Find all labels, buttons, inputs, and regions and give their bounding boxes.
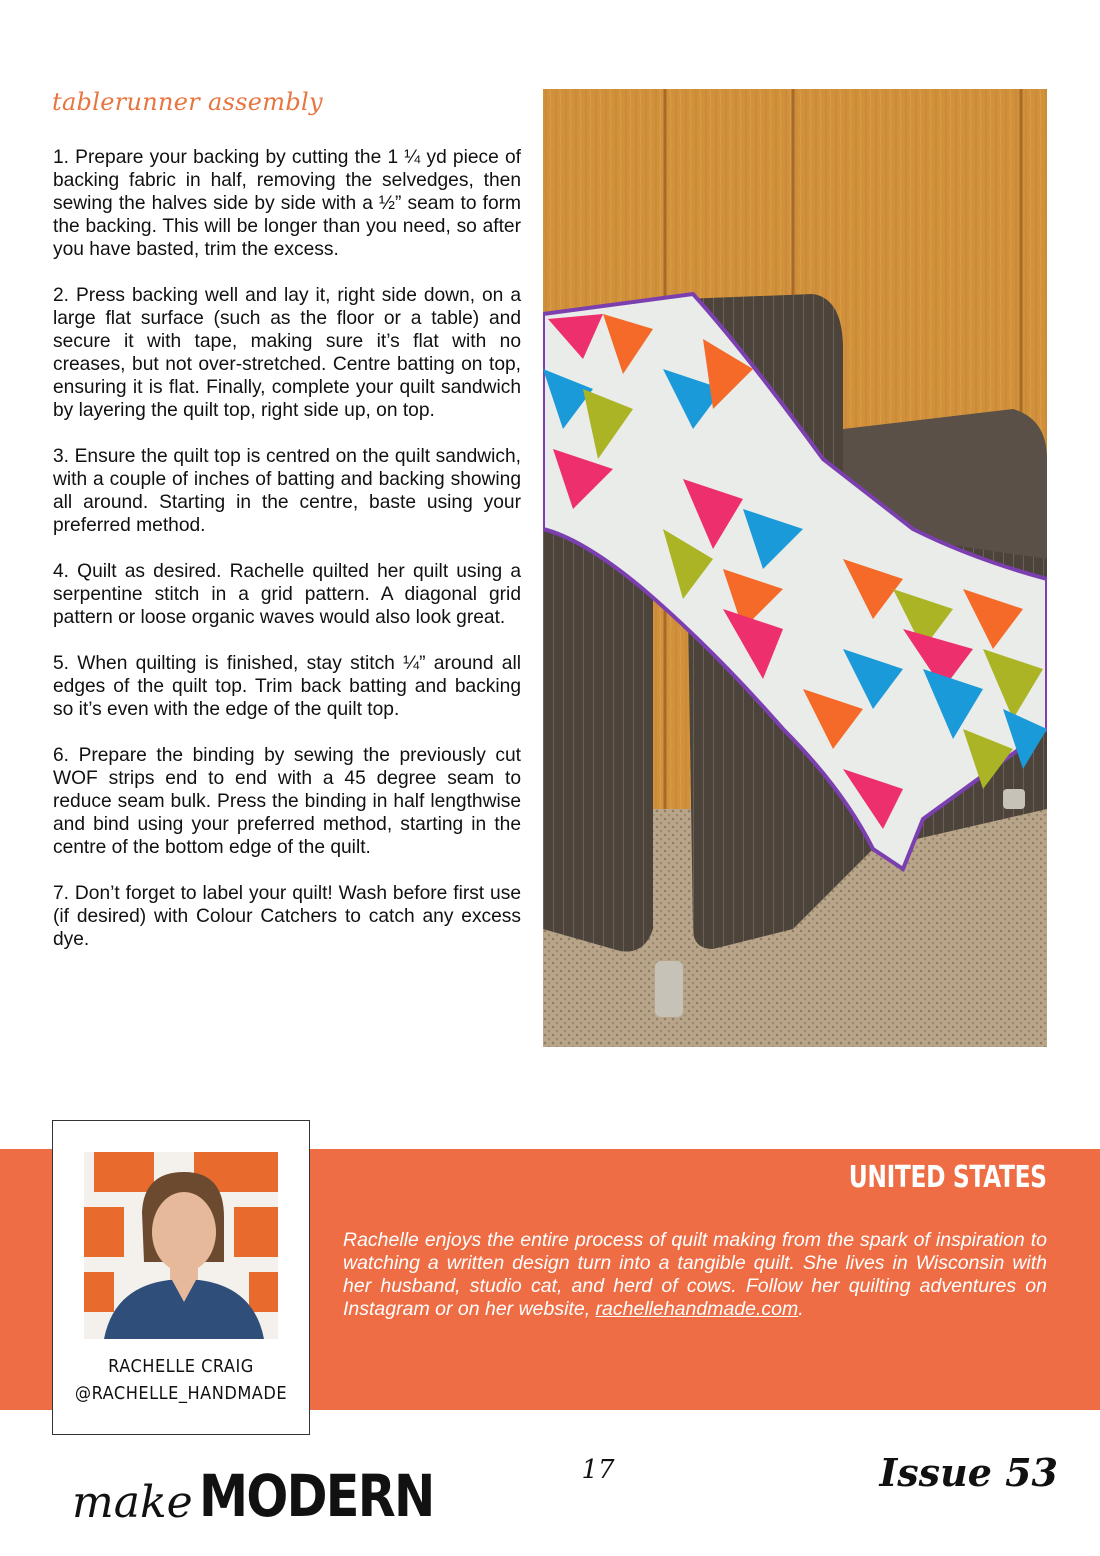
author-name: RACHELLE CRAIG bbox=[108, 1356, 254, 1377]
quilt-photo bbox=[543, 89, 1047, 1047]
author-bio-text: Rachelle enjoys the entire process of quilt making from the spark of inspiration to watching a written design turn into a tangible quilt. She lives in Wisconsin with her husband, studio cat, and herd of cows. Follow her quilting adventures on Instagram or on her website, bbox=[343, 1229, 1047, 1320]
author-bio-end: . bbox=[798, 1298, 804, 1320]
issue-number: Issue 53 bbox=[879, 1450, 1058, 1495]
page-number: 17 bbox=[581, 1455, 615, 1485]
assembly-steps bbox=[53, 146, 521, 974]
author-portrait bbox=[84, 1152, 278, 1339]
section-heading: tablerunner assembly bbox=[52, 88, 323, 116]
author-bio bbox=[343, 1229, 1047, 1321]
step-item: 7. Don’t forget to label your quilt! Wash before first use (if desired) with Colour Catchers to catch any excess dye. bbox=[53, 883, 521, 950]
author-card bbox=[52, 1120, 310, 1435]
magazine-logo bbox=[72, 1445, 475, 1530]
step-item: 5. When quilting is finished, stay stitch ¼” around all edges of the quilt top. Trim back batting and backing so it’s even with the edge of the quilt top. bbox=[53, 653, 521, 720]
logo-modern: MODERN bbox=[198, 1462, 434, 1530]
step-item: 4. Quilt as desired. Rachelle quilted her quilt using a serpentine stitch in a grid pattern. A diagonal grid pattern or loose organic waves would also look great. bbox=[53, 561, 521, 628]
author-website-link[interactable]: rachellehandmade.com bbox=[595, 1298, 799, 1320]
author-country: UNITED STATES bbox=[849, 1160, 1047, 1195]
step-item: 1. Prepare your backing by cutting the 1 ¼ yd piece of backing fabric in half, removing the selvedges, then sewing the halves side by side with a ½” seam to form the backing. This will be longer than you need, so after you have basted, trim the excess. bbox=[53, 147, 521, 260]
author-handle: @RACHELLE_HANDMADE bbox=[74, 1383, 288, 1404]
step-item: 6. Prepare the binding by sewing the previously cut WOF strips end to end with a 45 degree seam to reduce seam bulk. Press the binding in half lengthwise and bind using your preferred method, starting in the centre of the bottom edge of the quilt. bbox=[53, 745, 521, 858]
step-item: 2. Press backing well and lay it, right side down, on a large flat surface (such as the floor or a table) and secure it with tape, making sure it’s flat with no creases, but not over-stretched. Centre batting on top, ensuring it is flat. Finally, complete your quilt sandwich by layering the quilt top, right side up, on top. bbox=[53, 285, 521, 421]
step-item: 3. Ensure the quilt top is centred on the quilt sandwich, with a couple of inches of batting and backing showing all around. Starting in the centre, baste using your preferred method. bbox=[53, 446, 521, 536]
logo-make: make bbox=[72, 1477, 193, 1528]
